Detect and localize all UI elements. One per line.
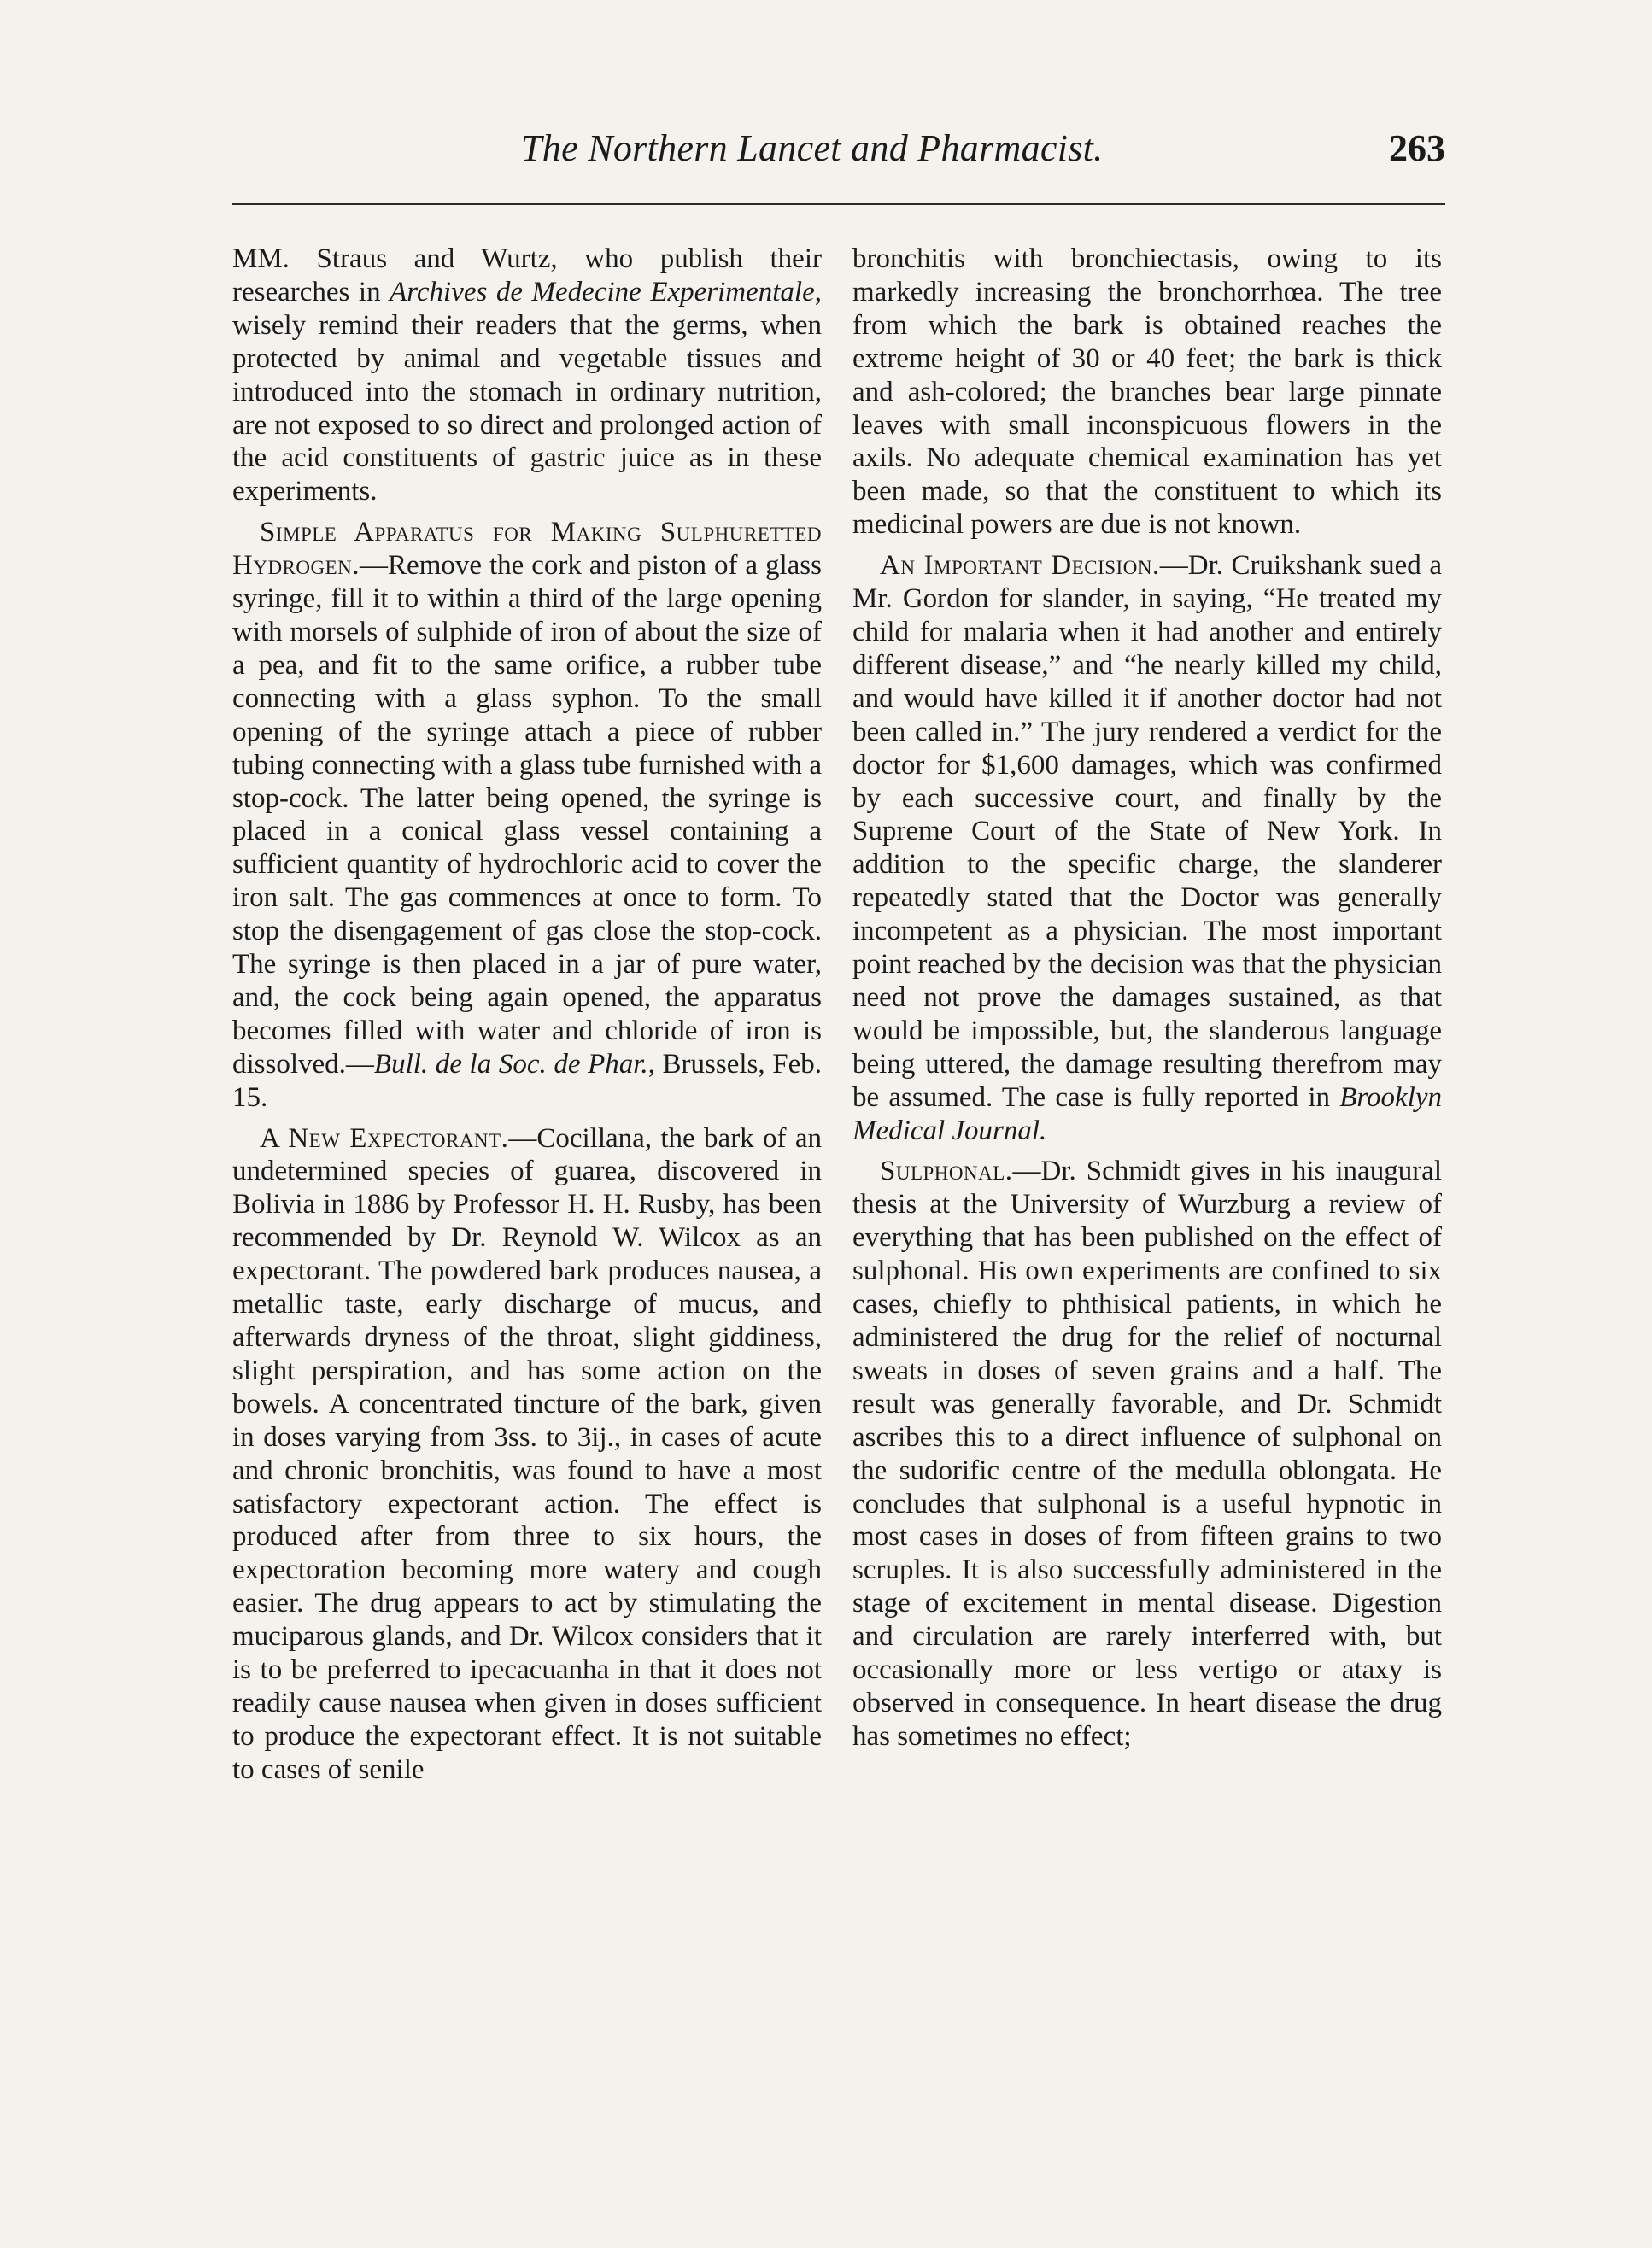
article-sulphonal [852,1155,1442,1753]
article-body: —Dr. Cruikshank sued a Mr. Gordon for slander, in saying, “He treated my child for malaria when it had another and entirely different disease,” and “he nearly killed my child, and would have killed it if another doctor had not been called in.” The jury rendered a verdict for the doctor for $1,600 damages, which was confirmed by each successive court, and finally by the Supreme Court of the State of New York. In addition to the specific charge, the slanderer repeatedly stated that the Doctor was generally incompetent as a physician. The most important point reached by the decision was that the physician need not prove the damages sustained, as that would be impossible, but, the slanderous language being uttered, the damage resulting therefrom may be assumed. The case is fully reported in [852,550,1442,1113]
article-heading: An Important Decision. [880,550,1160,582]
header-rule [232,203,1445,205]
article-body: —Cocillana, the bark of an undetermined species of guarea, discovered in Bolivia in 1886 by Professor H. H. Rusby, has been recommended by Dr. Reynold W. Wilcox as an expectorant. The powdered bark produces nausea, a metallic taste, early discharge of mucus, and afterwards dryness of the throat, slight giddiness, slight perspiration, and has some action on the bowels. A concentrated tincture of the bark, given in doses varying from 3ss. to 3ij., in cases of acute and chronic bronchitis, was found to have a most satisfactory expectorant action. The effect is produced after from three to six hours, the expectoration becoming more watery and cough easier. The drug appears to act by stimulating the muciparous glands, and Dr. Wilcox considers that it is to be preferred to ipecacuanha in that it does not readily cause nausea when given in doses sufficient to produce the expectorant effect. It is not suitable to cases of senile [232,1122,822,1785]
article-new-expectorant [232,1122,822,1787]
right-column [852,243,1442,2198]
paragraph-text: bronchitis with bronchiectasis, owing to its markedly increasing the bronchorrhœa. The tree from which the bark is obtained reaches the extreme height of 30 or 40 feet; the bark is thick and ash-colored; the branches bear large pinnate leaves with small inconspicuous flowers in the axils. No adequate chemical examination has yet been made, so that the constituent to which its medicinal powers are due is not known. [852,243,1442,541]
article-heading: A New Expectorant. [260,1122,509,1154]
article-sulphuretted-hydrogen [232,516,822,1114]
article-heading: Sulphonal. [880,1156,1013,1187]
article-important-decision [852,549,1442,1147]
running-header [232,126,1445,178]
article-body: —Remove the cork and piston of a glass syringe, fill it to within a third of the large opening with morsels of sulphide of iron of about the size of a pea, and fit to the same orifice, a rubber tube connecting with a glass syphon. To the small opening of the syringe attach a piece of rubber tubing connecting with a glass tube furnished with a stop-cock. The latter being opened, the syringe is placed in a conical glass vessel containing a sufficient quantity of hydrochloric acid to cover the iron salt. The gas commences at once to form. To stop the disengagement of gas close the stop-cock. The syringe is then placed in a jar of pure water, and, the cock being again opened, the apparatus becomes filled with water and chloride of iron is dissolved.— [232,550,822,1080]
page-number: 263 [1389,127,1445,169]
journal-citation: Archives de Medecine Experimentale [390,276,815,307]
running-title: The Northern Lancet and Pharmacist. [521,127,1104,169]
article-heading: Simple Apparatus for Making Sulphuretted Hydrogen. [232,517,822,582]
paragraph-straus-wurtz [232,243,822,508]
article-citation: Brooklyn Medical Journal. [852,1081,1442,1146]
article-citation-tail: , Brussels, Feb. 15. [232,1048,822,1113]
paragraph-text: , wisely remind their readers that the germs, when protected by animal and vegetable tissues and introduced into the stomach in ordinary nutrition, are not exposed to so direct and prolonged action of the acid constituents of gastric juice as in these experiments. [232,276,822,507]
left-column [232,243,822,2198]
article-citation: Bull. de la Soc. de Phar. [373,1048,648,1080]
article-body: —Dr. Schmidt gives in his inaugural thesis at the University of Wurzburg a review of everything that has been published on the effect of sulphonal. His own experiments are confined to six cases, chiefly to phthisical patients, in which he administered the drug for the relief of nocturnal sweats in doses of seven grains and a half. The result was generally favorable, and Dr. Schmidt ascribes this to a direct influence of sulphonal on the sudorific centre of the medulla oblongata. He concludes that sulphonal is a useful hypnotic in most cases in doses of from fifteen grains to two scruples. It is also successfully administered in the stage of excitement in mental disease. Digestion and circulation are rarely interferred with, but occasionally more or less vertigo or ataxy is observed in consequence. In heart disease the drug has sometimes no effect; [852,1156,1442,1752]
paragraph-text: MM. Straus and Wurtz, who publish their researches in [232,243,822,307]
paragraph-bronchitis-continued [852,243,1442,542]
